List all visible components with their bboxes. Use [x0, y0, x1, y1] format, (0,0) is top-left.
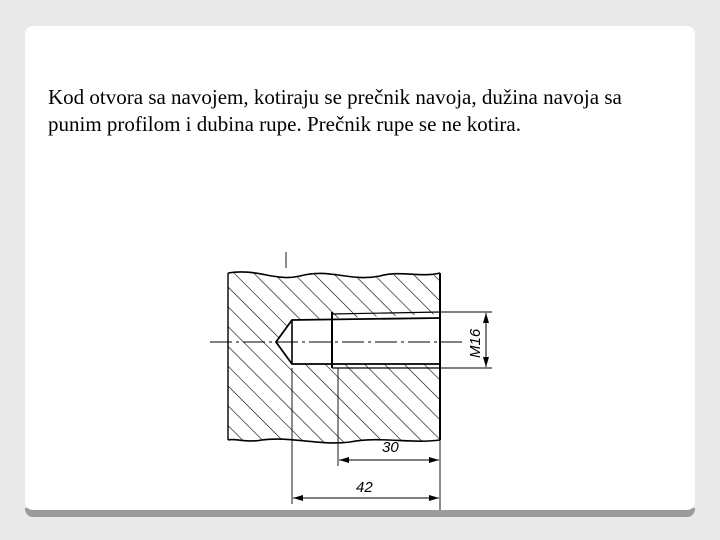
dim30-arrow-left: [339, 457, 349, 463]
dim42-arrow-left: [293, 495, 303, 501]
slide-text: Kod otvora sa navojem, kotiraju se prečnik navoja, dužina navoja sa punim profilom i dubina rupe. Prečnik rupe se ne kotira.: [48, 85, 622, 136]
dim30-label: 30: [382, 439, 399, 456]
m16-label: M16: [467, 328, 484, 358]
m16-arrow-top: [483, 313, 489, 323]
dim42-label: 42: [356, 479, 373, 496]
dim42-arrow-right: [429, 495, 439, 501]
part-section: [220, 260, 450, 450]
dim30-arrow-right: [429, 457, 439, 463]
